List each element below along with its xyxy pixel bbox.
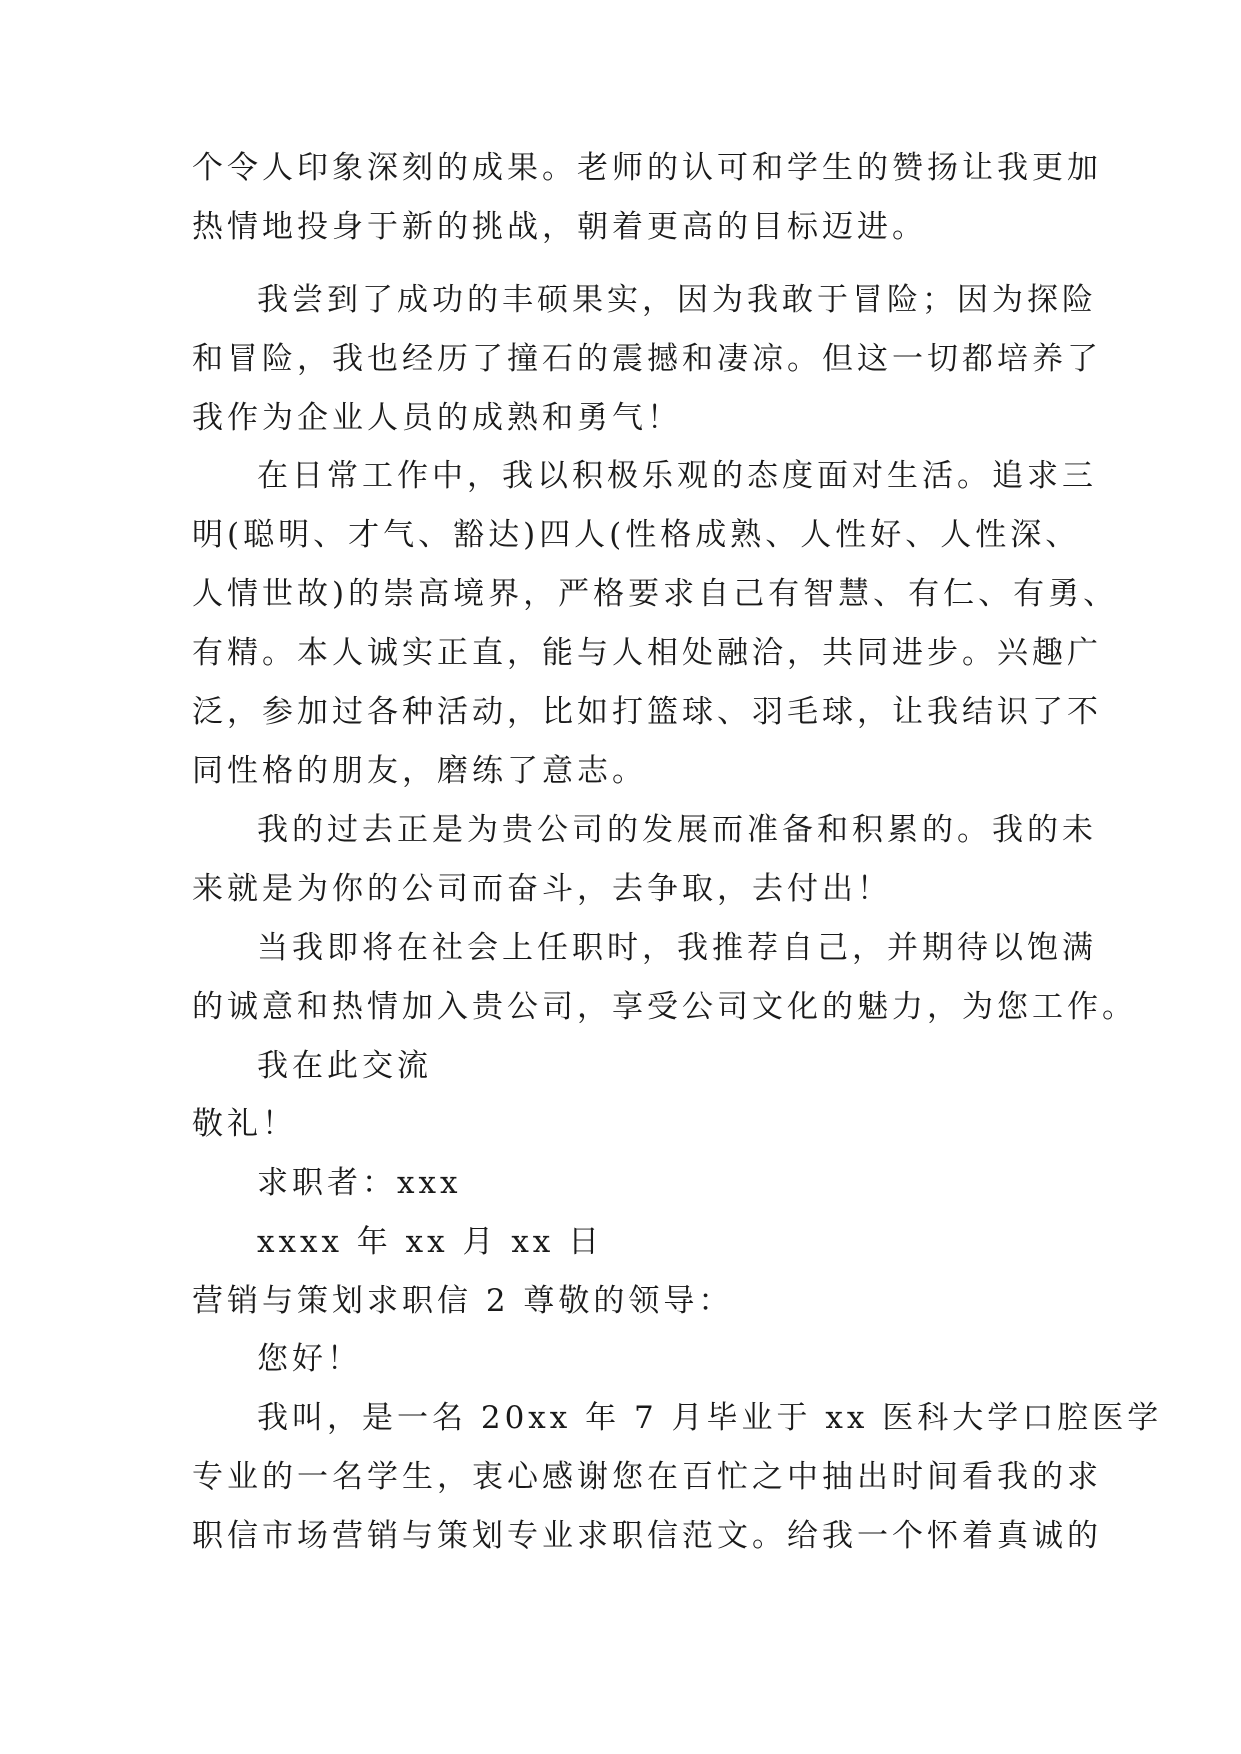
text-line: 专业的一名学生，衷心感谢您在百忙之中抽出时间看我的求 — [192, 1459, 1102, 1495]
text-line: 来就是为你的公司而奋斗，去争取，去付出！ — [192, 871, 892, 907]
signature-date: xxxx 年 xx 月 xx 日 — [257, 1224, 604, 1260]
greeting-line: 您好！ — [257, 1341, 362, 1377]
paragraph-start-line: 在日常工作中，我以积极乐观的态度面对生活。追求三 — [257, 458, 1097, 494]
salutation-line: 敬礼！ — [192, 1106, 297, 1142]
text-line: 泛，参加过各种活动，比如打篮球、羽毛球，让我结识了不 — [192, 694, 1102, 730]
paragraph-start-line: 我的过去正是为贵公司的发展而准备和积累的。我的未 — [257, 812, 1097, 848]
text-line: 明(聪明、才气、豁达)四人(性格成熟、人性好、人性深、 — [192, 517, 1081, 553]
signature-name: 求职者：xxx — [257, 1165, 462, 1201]
text-line: 人情世故)的崇高境界，严格要求自己有智慧、有仁、有勇、 — [192, 576, 1119, 612]
text-line: 同性格的朋友，磨练了意志。 — [192, 753, 647, 789]
text-line: 和冒险，我也经历了撞石的震撼和凄凉。但这一切都培养了 — [192, 341, 1102, 377]
paragraph-start-line: 我叫，是一名 20xx 年 7 月毕业于 xx 医科大学口腔医学 — [257, 1400, 1163, 1436]
text-line: 个令人印象深刻的成果。老师的认可和学生的赞扬让我更加 — [192, 150, 1102, 186]
text-line: 有精。本人诚实正直，能与人相处融洽，共同进步。兴趣广 — [192, 635, 1102, 671]
text-line: 我作为企业人员的成熟和勇气！ — [192, 400, 682, 436]
text-line: 热情地投身于新的挑战，朝着更高的目标迈进。 — [192, 209, 927, 245]
paragraph-start-line: 我尝到了成功的丰硕果实，因为我敢于冒险；因为探险 — [257, 282, 1097, 318]
paragraph-start-line: 当我即将在社会上任职时，我推荐自己，并期待以饱满 — [257, 930, 1097, 966]
letter-heading: 营销与策划求职信 2 尊敬的领导： — [192, 1283, 734, 1319]
closing-line: 我在此交流 — [257, 1048, 432, 1084]
text-line: 的诚意和热情加入贵公司，享受公司文化的魅力，为您工作。 — [192, 989, 1137, 1025]
text-line: 职信市场营销与策划专业求职信范文。给我一个怀着真诚的 — [192, 1518, 1102, 1554]
